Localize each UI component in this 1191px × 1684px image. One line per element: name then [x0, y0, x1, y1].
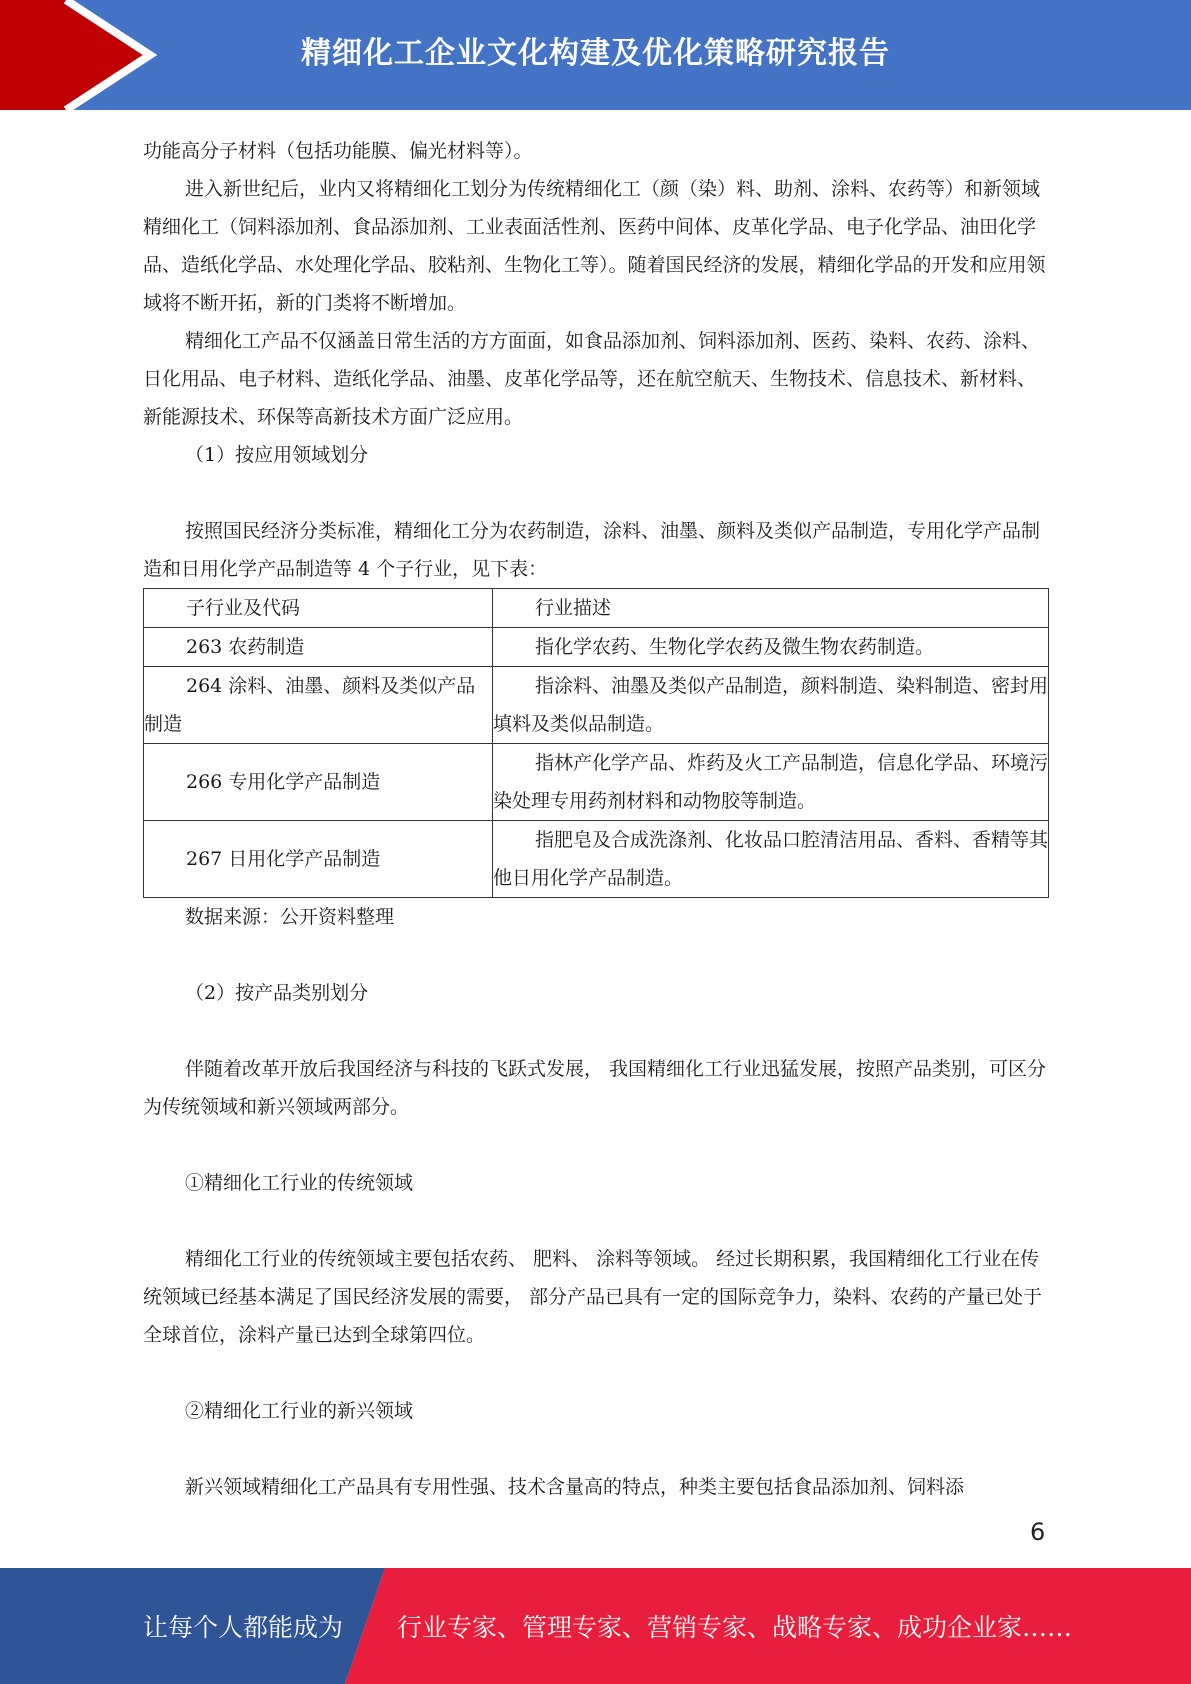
- page-footer: [0, 1568, 1191, 1684]
- table-cell: 263 农药制造: [186, 636, 305, 658]
- table-source: 数据来源：公开资料整理: [185, 906, 395, 928]
- paragraph: 按照国民经济分类标准，精细化工分为农药制造，涂料、油墨、颜料及类似产品制造，专用化学产品制造和日用化学产品制造等 4 个子行业，见下表：: [143, 520, 1041, 580]
- table-row: [144, 744, 1049, 821]
- paragraph: 伴随着改革开放后我国经济与科技的飞跃式发展， 我国精细化工行业迅猛发展，按照产品类别，可区分为传统领域和新兴领域两部分。: [143, 1058, 1047, 1118]
- table-row: [144, 821, 1049, 898]
- section-heading: （1）按应用领域划分: [185, 444, 369, 466]
- table-cell: 267 日用化学产品制造: [186, 848, 381, 870]
- table-cell: 266 专用化学产品制造: [186, 771, 381, 793]
- paragraph: 精细化工行业的传统领域主要包括农药、 肥料、 涂料等领域。 经过长期积累，我国精细化工行业在传统领域已经基本满足了国民经济发展的需要， 部分产品已具有一定的国际竞争力，染料、农药的产量已处于全球首位，涂料产量已达到全球第四位。: [143, 1248, 1043, 1346]
- table-cell: 指林产化学产品、炸药及火工产品制造，信息化学品、环境污染处理专用药剂材料和动物胶等制造。: [493, 752, 1049, 812]
- table-header-row: [144, 589, 1049, 628]
- section-heading: （2）按产品类别划分: [185, 982, 369, 1004]
- table-cell: 指化学农药、生物化学农药及微生物农药制造。: [535, 636, 935, 658]
- section-heading: ②精细化工行业的新兴领域: [185, 1400, 414, 1422]
- paragraph: 进入新世纪后，业内又将精细化工划分为传统精细化工（颜（染）料、助剂、涂料、农药等）和新领域精细化工（饲料添加剂、食品添加剂、工业表面活性剂、医药中间体、皮革化学品、电子化学品、油田化学品、造纸化学品、水处理化学品、胶粘剂、生物化工等）。随着国民经济的发展，精细化学品的开发和应用领域将不断开拓，新的门类将不断增加。: [143, 178, 1046, 314]
- section-heading: ①精细化工行业的传统领域: [185, 1172, 414, 1194]
- page-number: 6: [1030, 1518, 1046, 1546]
- footer-slogan-left: 让每个人都能成为: [143, 1613, 344, 1642]
- table-header-cell: 行业描述: [535, 597, 612, 619]
- paragraph: 功能高分子材料（包括功能膜、偏光材料等）。: [143, 140, 533, 162]
- footer-slogan-right: 行业专家、管理专家、营销专家、战略专家、成功企业家……: [397, 1613, 1073, 1642]
- table-cell: 264 涂料、油墨、颜料及类似产品制造: [144, 675, 476, 735]
- industry-table: [143, 588, 1049, 898]
- page-header: [0, 0, 1191, 110]
- paragraph: 新兴领域精细化工产品具有专用性强、技术含量高的特点，种类主要包括食品添加剂、饲料添: [185, 1476, 965, 1498]
- report-title: 精细化工企业文化构建及优化策略研究报告: [301, 36, 890, 71]
- paragraph: 精细化工产品不仅涵盖日常生活的方方面面，如食品添加剂、饲料添加剂、医药、染料、农药、涂料、日化用品、电子材料、造纸化学品、油墨、皮革化学品等，还在航空航天、生物技术、信息技术、新材料、新能源技术、环保等高新技术方面广泛应用。: [143, 330, 1041, 428]
- table-row: [144, 628, 1049, 667]
- table-cell: 指肥皂及合成洗涤剂、化妆品口腔清洁用品、香料、香精等其他日用化学产品制造。: [493, 829, 1049, 889]
- table-row: [144, 667, 1049, 744]
- table-header-cell: 子行业及代码: [186, 597, 301, 619]
- table-cell: 指涂料、油墨及类似产品制造，颜料制造、染料制造、密封用填料及类似品制造。: [493, 675, 1049, 735]
- document-body: [143, 132, 1049, 1506]
